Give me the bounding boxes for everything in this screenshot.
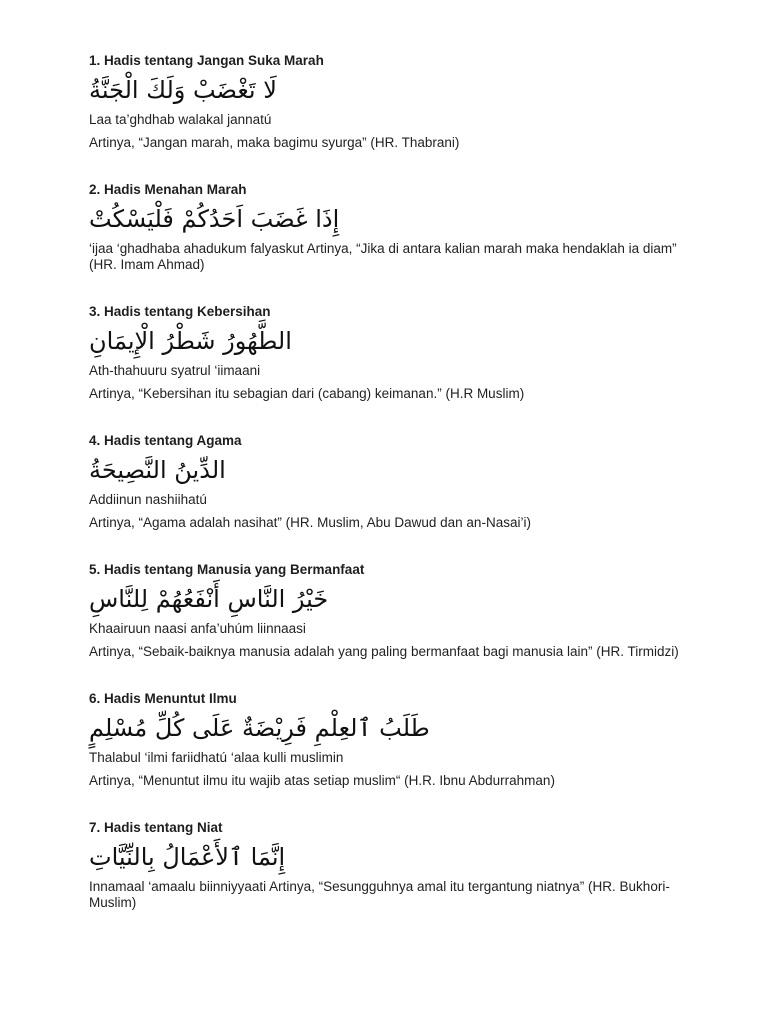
hadith-section-1 (89, 52, 689, 151)
hadith-section-2 (89, 181, 689, 273)
transliteration-text: Ath-thahuuru syatrul ‘iimaani (89, 363, 261, 378)
hadith-section-5 (89, 561, 689, 660)
hadith-title: 2. Hadis Menahan Marah (89, 182, 247, 197)
arabic-text: الطَّهُورُ شَطْرُ الْإِيمَانِ (89, 327, 292, 355)
document-page (89, 52, 689, 911)
hadith-title: 4. Hadis tentang Agama (89, 433, 242, 448)
arabic-text: لَا تَغْضَبْ وَلَكَ الْجَنَّةُ (89, 76, 277, 104)
transliteration-text: Khaairuun naasi anfa’uhúm liinnaasi (89, 621, 306, 636)
hadith-title: 3. Hadis tentang Kebersihan (89, 304, 271, 319)
meaning-text: Artinya, “Agama adalah nasihat” (HR. Muslim, Abu Dawud dan an-Nasai’i) (89, 515, 531, 530)
arabic-text: إِنَّمَا ٱلأَعْمَالُ بِالنِّيَّاتِ (89, 843, 286, 871)
arabic-text: الدِّينُ النَّصِيحَةُ (89, 456, 226, 484)
arabic-text: خَيْرُ النَّاسِ أَنْفَعُهُمْ لِلنَّاسِ (89, 585, 329, 613)
hadith-title: 1. Hadis tentang Jangan Suka Marah (89, 53, 324, 68)
hadith-section-3 (89, 303, 689, 402)
meaning-text: Artinya, “Kebersihan itu sebagian dari (cabang) keimanan.” (H.R Muslim) (89, 386, 525, 401)
meaning-text: Artinya, “Jangan marah, maka bagimu syurga” (HR. Thabrani) (89, 135, 460, 150)
transliteration-text: Addiinun nashiihatú (89, 492, 207, 507)
hadith-title: 5. Hadis tentang Manusia yang Bermanfaat (89, 562, 365, 577)
hadith-section-6 (89, 690, 689, 789)
meaning-text: Artinya, “Sebaik-baiknya manusia adalah yang paling bermanfaat bagi manusia lain” (HR. Tirmidzi) (89, 644, 679, 659)
arabic-text: إِذَا غَضَبَ اَحَدُكُمْ فَلْيَسْكُتْ (89, 205, 340, 233)
hadith-title: 6. Hadis Menuntut Ilmu (89, 691, 237, 706)
transliteration-text: ‘ijaa ‘ghadhaba ahadukum falyaskut Artinya, “Jika di antara kalian marah maka hendaklah ia diam” (HR. Imam Ahmad) (89, 241, 677, 272)
arabic-text: طَلَبُ ٱلعِلْمِ فَرِيْضَةٌ عَلَى كُلِّ مُسْلِمٍ (89, 714, 430, 742)
hadith-section-4 (89, 432, 689, 531)
meaning-text: Artinya, “Menuntut ilmu itu wajib atas setiap muslim“ (H.R. Ibnu Abdurrahman) (89, 773, 555, 788)
transliteration-text: Innamaal ‘amaalu biinniyyaati Artinya, “Sesungguhnya amal itu tergantung niatnya” (HR. Bukhori-Muslim) (89, 879, 670, 910)
hadith-title: 7. Hadis tentang Niat (89, 820, 223, 835)
transliteration-text: Laa ta’ghdhab walakal jannatú (89, 112, 272, 127)
transliteration-text: Thalabul ‘ilmi fariidhatú ‘alaa kulli muslimin (89, 750, 344, 765)
hadith-section-7 (89, 819, 689, 911)
